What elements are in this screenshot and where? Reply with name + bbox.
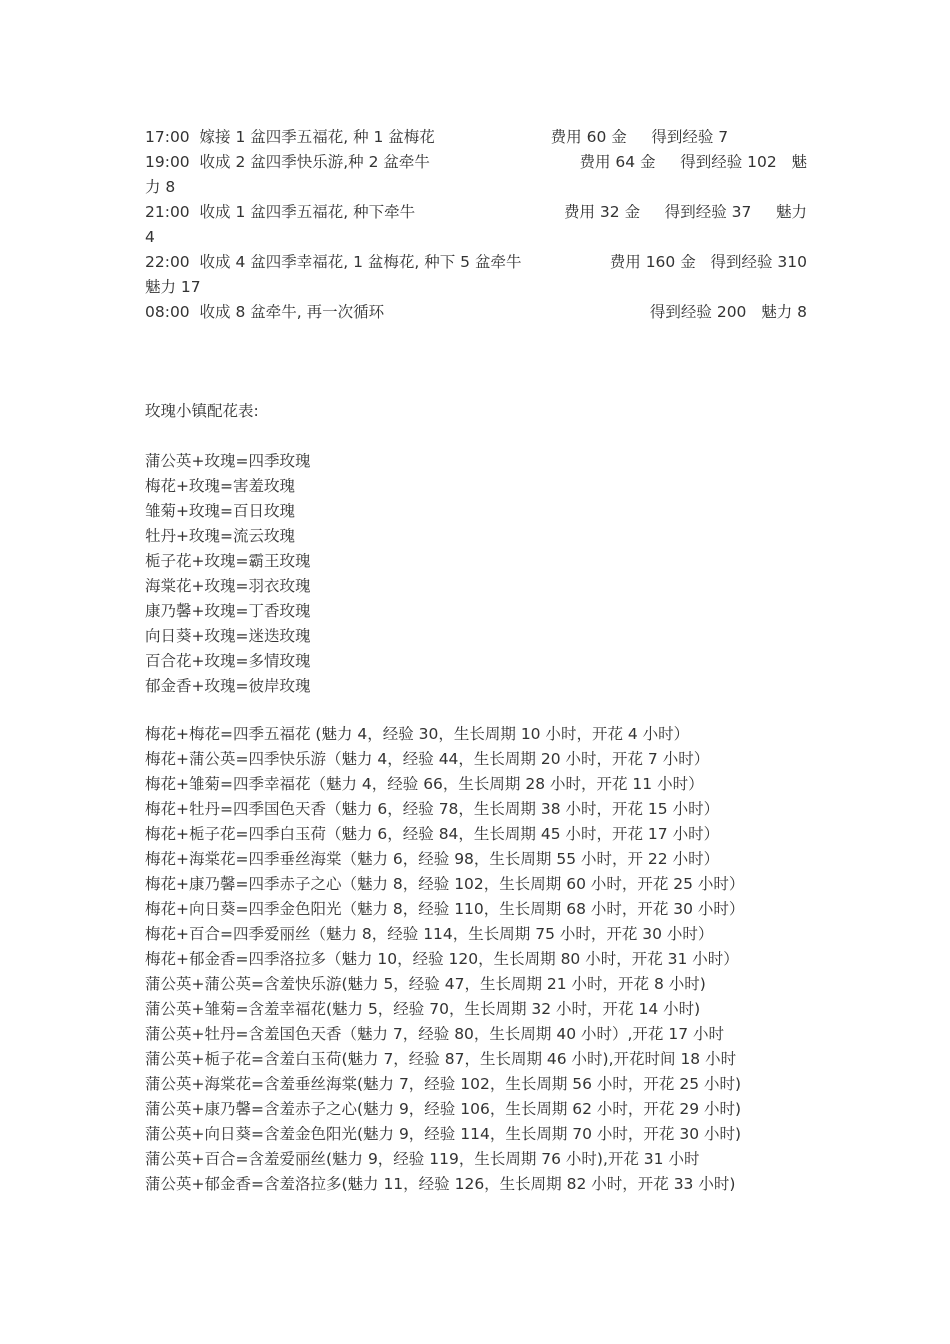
schedule-entry <box>145 125 807 150</box>
combo-recipe-item: 梅花+海棠花=四季垂丝海棠（魅力 6，经验 98，生长周期 55 小时，开 22 小时） <box>145 850 720 868</box>
combo-recipe-item: 蒲公英+康乃馨=含羞赤子之心(魅力 9，经验 106，生长周期 62 小时，开花 29 小时) <box>145 1100 742 1118</box>
rose-recipe-item: 栀子花+玫瑰=霸王玫瑰 <box>145 552 311 570</box>
rose-recipe-item: 郁金香+玫瑰=彼岸玫瑰 <box>145 677 311 695</box>
rose-recipe-item: 雏菊+玫瑰=百日玫瑰 <box>145 502 295 520</box>
schedule-result: 费用 64 金 得到经验 102 魅 <box>579 153 807 171</box>
schedule-result: 费用 160 金 得到经验 310 <box>609 253 807 271</box>
schedule-action: 17:00 嫁接 1 盆四季五福花, 种 1 盆梅花 <box>145 128 435 146</box>
rose-recipe-item: 海棠花+玫瑰=羽衣玫瑰 <box>145 577 311 595</box>
schedule-entry <box>145 250 807 300</box>
combo-recipe-item: 蒲公英+栀子花=含羞白玉荷(魅力 7，经验 87，生长周期 46 小时),开花时间 18 小时 <box>145 1050 737 1068</box>
combo-recipe-item: 梅花+百合=四季爱丽丝（魅力 8，经验 114，生长周期 75 小时，开花 30 小时） <box>145 925 714 943</box>
combo-recipe-item: 蒲公英+百合=含羞爱丽丝(魅力 9，经验 119，生长周期 76 小时),开花 31 小时 <box>145 1150 700 1168</box>
combo-recipe-item: 蒲公英+海棠花=含羞垂丝海棠(魅力 7，经验 102，生长周期 56 小时，开花 25 小时) <box>145 1075 742 1093</box>
combo-recipe-item: 梅花+康乃馨=四季赤子之心（魅力 8，经验 102，生长周期 60 小时，开花 25 小时） <box>145 875 745 893</box>
combo-recipe-item: 梅花+蒲公英=四季快乐游（魅力 4，经验 44，生长周期 20 小时，开花 7 小时） <box>145 750 710 768</box>
schedule-result: 得到经验 200 魅力 8 <box>649 303 807 321</box>
schedule-result-wrap: 魅力 17 <box>145 278 201 296</box>
schedule-action: 19:00 收成 2 盆四季快乐游,种 2 盆牵牛 <box>145 153 430 171</box>
rose-recipe-item: 康乃馨+玫瑰=丁香玫瑰 <box>145 602 311 620</box>
combo-recipe-item: 梅花+牡丹=四季国色天香（魅力 6，经验 78，生长周期 38 小时，开花 15 小时） <box>145 800 720 818</box>
combo-recipe-item: 蒲公英+雏菊=含羞幸福花(魅力 5，经验 70，生长周期 32 小时，开花 14 小时) <box>145 1000 701 1018</box>
combo-recipe-item: 蒲公英+蒲公英=含羞快乐游(魅力 5，经验 47，生长周期 21 小时，开花 8 小时) <box>145 975 706 993</box>
schedule-entry <box>145 200 807 250</box>
rose-table-title: 玫瑰小镇配花表: <box>145 402 259 420</box>
schedule-result: 费用 32 金 得到经验 37 魅力 <box>564 203 807 221</box>
schedule-result-wrap: 力 8 <box>145 178 176 196</box>
rose-recipe-item: 百合花+玫瑰=多情玫瑰 <box>145 652 311 670</box>
combo-recipe-item: 蒲公英+向日葵=含羞金色阳光(魅力 9，经验 114，生长周期 70 小时，开花 30 小时) <box>145 1125 742 1143</box>
schedule-action: 08:00 收成 8 盆牵牛, 再一次循环 <box>145 303 385 321</box>
schedule-result: 费用 60 金 得到经验 7 <box>550 128 807 146</box>
schedule-action: 21:00 收成 1 盆四季五福花, 种下牵牛 <box>145 203 416 221</box>
rose-recipe-list <box>145 449 310 699</box>
combo-recipe-item: 蒲公英+郁金香=含羞洛拉多(魅力 11，经验 126，生长周期 82 小时，开花 33 小时) <box>145 1175 736 1193</box>
schedule-result-wrap: 4 <box>145 228 155 246</box>
combo-recipe-list <box>145 722 744 1197</box>
combo-recipe-item: 梅花+梅花=四季五福花 (魅力 4，经验 30，生长周期 10 小时，开花 4 小时） <box>145 725 690 743</box>
schedule-entry <box>145 300 807 325</box>
rose-recipe-item: 梅花+玫瑰=害羞玫瑰 <box>145 477 295 495</box>
combo-recipe-item: 梅花+栀子花=四季白玉荷（魅力 6，经验 84，生长周期 45 小时，开花 17 小时） <box>145 825 720 843</box>
rose-recipe-item: 蒲公英+玫瑰=四季玫瑰 <box>145 452 311 470</box>
schedule-entry <box>145 150 807 200</box>
combo-recipe-item: 梅花+郁金香=四季洛拉多（魅力 10，经验 120，生长周期 80 小时，开花 31 小时） <box>145 950 739 968</box>
combo-recipe-item: 梅花+向日葵=四季金色阳光（魅力 8，经验 110，生长周期 68 小时，开花 30 小时） <box>145 900 745 918</box>
combo-recipe-item: 蒲公英+牡丹=含羞国色天香（魅力 7，经验 80，生长周期 40 小时）,开花 17 小时 <box>145 1025 724 1043</box>
rose-recipe-item: 牡丹+玫瑰=流云玫瑰 <box>145 527 295 545</box>
combo-recipe-item: 梅花+雏菊=四季幸福花（魅力 4，经验 66，生长周期 28 小时，开花 11 小时） <box>145 775 704 793</box>
rose-recipe-item: 向日葵+玫瑰=迷迭玫瑰 <box>145 627 311 645</box>
schedule-action: 22:00 收成 4 盆四季幸福花, 1 盆梅花, 种下 5 盆牵牛 <box>145 253 522 271</box>
schedule-section <box>145 125 807 325</box>
